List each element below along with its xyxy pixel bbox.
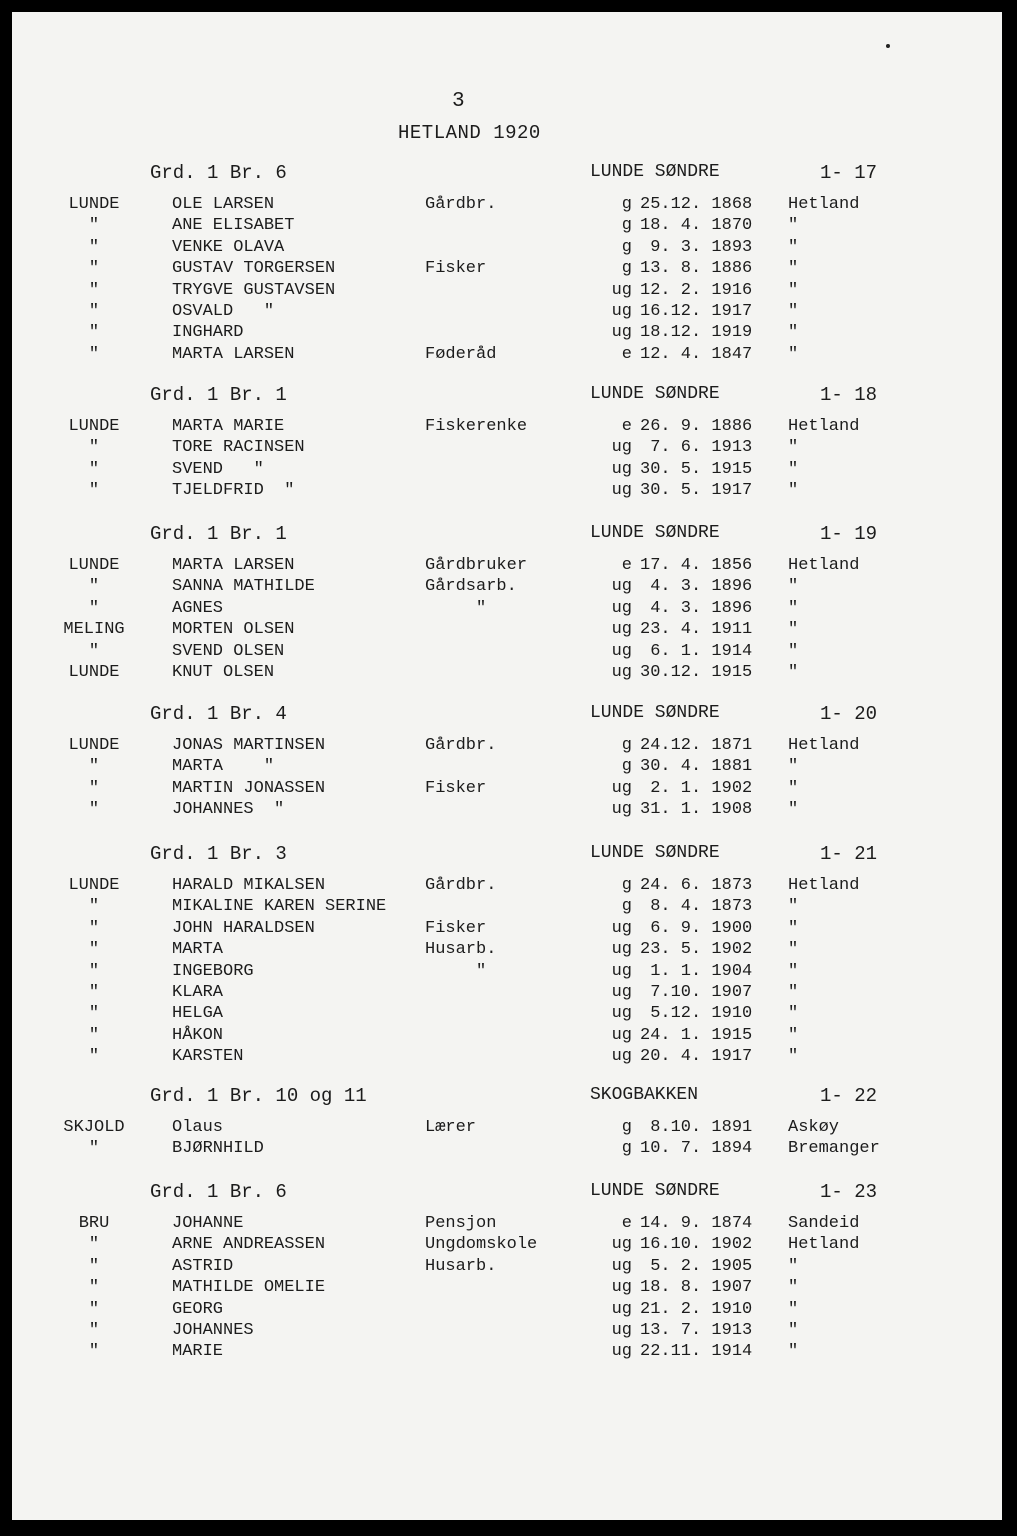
name-cell: HELGA (172, 1004, 224, 1024)
name-cell: MIKALINE KAREN SERINE (172, 897, 387, 917)
person-row (0, 662, 1017, 683)
birthplace-cell: " (788, 216, 799, 236)
person-row (0, 301, 1017, 322)
person-row (0, 982, 1017, 1003)
name-cell: SVEND OLSEN (172, 641, 285, 661)
marital-status-cell: ug (611, 918, 632, 938)
place-cell: " (88, 323, 100, 343)
name-cell: HÅKON (172, 1025, 224, 1045)
occupation-cell: Fisker (425, 259, 487, 279)
occupation-cell: Husarb. (425, 1256, 497, 1276)
marital-status-cell: ug (611, 778, 632, 798)
occupation-cell: Gårdsarb. (425, 577, 517, 597)
name-cell: VENKE OLAVA (172, 237, 285, 257)
place-cell: LUNDE (68, 736, 120, 755)
birthplace-cell: Askøy (788, 1118, 840, 1137)
occupation-cell: Føderåd (425, 344, 497, 364)
birthplace-cell: " (788, 757, 799, 777)
section-household-number: 1- 23 (820, 1181, 878, 1203)
birth-date-cell: 18. 8. 1907 (640, 1278, 753, 1298)
marital-status-cell: ug (611, 641, 632, 661)
name-cell: INGEBORG (172, 961, 254, 981)
place-cell: " (88, 598, 100, 618)
birthplace-cell: " (788, 918, 799, 938)
birthplace-cell: " (788, 800, 799, 820)
marital-status-cell: ug (611, 438, 632, 458)
person-row (0, 1234, 1017, 1255)
person-row (0, 1003, 1017, 1024)
marital-status-cell: ug (611, 577, 632, 597)
birth-date-cell: 4. 3. 1896 (640, 577, 753, 597)
section-household-number: 1- 22 (820, 1085, 878, 1107)
person-row (0, 598, 1017, 619)
place-cell: " (88, 1320, 100, 1340)
place-cell: " (88, 1342, 100, 1362)
person-row (0, 1277, 1017, 1298)
occupation-cell: " (425, 961, 487, 981)
section-property-ref: Grd. 1 Br. 10 og 11 (150, 1085, 367, 1107)
birthplace-cell: " (788, 961, 799, 981)
marital-status-cell: g (621, 259, 632, 279)
birthplace-cell: " (788, 1299, 799, 1319)
birth-date-cell: 12. 4. 1847 (640, 344, 753, 364)
birthplace-cell: " (788, 598, 799, 618)
marital-status-cell: g (621, 237, 632, 257)
birthplace-cell: " (788, 323, 799, 343)
birthplace-cell: Hetland (788, 556, 860, 575)
birth-date-cell: 14. 9. 1874 (640, 1214, 753, 1233)
name-cell: GUSTAV TORGERSEN (172, 259, 336, 279)
person-row (0, 961, 1017, 982)
marital-status-cell: ug (611, 1004, 632, 1024)
person-row (0, 875, 1017, 896)
name-cell: ANE ELISABET (172, 216, 295, 236)
birth-date-cell: 18.12. 1919 (640, 323, 753, 343)
marital-status-cell: ug (611, 1235, 632, 1255)
birthplace-cell: " (788, 1047, 799, 1067)
marital-status-cell: e (621, 417, 632, 436)
place-cell: " (88, 1047, 100, 1067)
person-list (0, 555, 1017, 683)
section-property-ref: Grd. 1 Br. 4 (150, 703, 287, 725)
person-row (0, 1213, 1017, 1234)
person-row (0, 1256, 1017, 1277)
speck-mark (886, 44, 890, 48)
occupation-cell: Pensjon (425, 1214, 497, 1233)
occupation-cell: Husarb. (425, 940, 497, 960)
person-row (0, 1046, 1017, 1067)
place-cell: " (88, 641, 100, 661)
section-farm-name: LUNDE SØNDRE (590, 1181, 720, 1201)
page-title: HETLAND 1920 (398, 122, 541, 144)
birth-date-cell: 1. 1. 1904 (640, 961, 753, 981)
birthplace-cell: " (788, 662, 799, 682)
name-cell: MATHILDE OMELIE (172, 1278, 326, 1298)
marital-status-cell: ug (611, 598, 632, 618)
name-cell: ASTRID (172, 1256, 234, 1276)
place-cell: " (88, 301, 100, 321)
birth-date-cell: 13. 7. 1913 (640, 1320, 753, 1340)
birthplace-cell: Hetland (788, 1235, 860, 1255)
person-list (0, 875, 1017, 1068)
birth-date-cell: 7. 6. 1913 (640, 438, 753, 458)
place-cell: " (88, 280, 100, 300)
birth-date-cell: 24. 1. 1915 (640, 1025, 753, 1045)
section-household-number: 1- 19 (820, 523, 878, 545)
marital-status-cell: ug (611, 1299, 632, 1319)
marital-status-cell: ug (611, 1047, 632, 1067)
name-cell: TRYGVE GUSTAVSEN (172, 280, 336, 300)
birth-date-cell: 4. 3. 1896 (640, 598, 753, 618)
birthplace-cell: " (788, 259, 799, 279)
marital-status-cell: g (621, 736, 632, 755)
section-property-ref: Grd. 1 Br. 1 (150, 523, 287, 545)
birthplace-cell: Hetland (788, 876, 860, 895)
person-row (0, 1025, 1017, 1046)
marital-status-cell: g (621, 216, 632, 236)
birthplace-cell: " (788, 1342, 799, 1362)
section-household-number: 1- 17 (820, 162, 878, 184)
place-cell: " (88, 1025, 100, 1045)
name-cell: KNUT OLSEN (172, 662, 275, 682)
occupation-cell: " (425, 598, 487, 618)
name-cell: TORE RACINSEN (172, 438, 305, 458)
name-cell: TJELDFRID " (172, 481, 295, 501)
person-row (0, 1117, 1017, 1138)
person-row (0, 918, 1017, 939)
marital-status-cell: ug (611, 280, 632, 300)
birth-date-cell: 5. 2. 1905 (640, 1256, 753, 1276)
place-cell: " (88, 438, 100, 458)
place-cell: " (88, 778, 100, 798)
person-row (0, 194, 1017, 215)
place-cell: " (88, 1278, 100, 1298)
birth-date-cell: 2. 1. 1902 (640, 778, 753, 798)
birth-date-cell: 9. 3. 1893 (640, 237, 753, 257)
name-cell: MARTA LARSEN (172, 344, 295, 364)
person-row (0, 215, 1017, 236)
place-cell: " (88, 237, 100, 257)
birthplace-cell: " (788, 301, 799, 321)
birth-date-cell: 13. 8. 1886 (640, 259, 753, 279)
birth-date-cell: 8. 4. 1873 (640, 897, 753, 917)
person-row (0, 735, 1017, 756)
birthplace-cell: " (788, 897, 799, 917)
birthplace-cell: " (788, 641, 799, 661)
birthplace-cell: Hetland (788, 417, 860, 436)
person-row (0, 939, 1017, 960)
person-row (0, 237, 1017, 258)
birth-date-cell: 22.11. 1914 (640, 1342, 753, 1362)
name-cell: HARALD MIKALSEN (172, 876, 326, 895)
person-row (0, 280, 1017, 301)
birth-date-cell: 6. 1. 1914 (640, 641, 753, 661)
birthplace-cell: " (788, 1004, 799, 1024)
birth-date-cell: 30. 4. 1881 (640, 757, 753, 777)
section-property-ref: Grd. 1 Br. 6 (150, 162, 287, 184)
section-household-number: 1- 18 (820, 384, 878, 406)
section-farm-name: LUNDE SØNDRE (590, 384, 720, 404)
person-list (0, 416, 1017, 502)
place-cell: " (88, 1299, 100, 1319)
place-cell: " (88, 577, 100, 597)
section-farm-name: LUNDE SØNDRE (590, 523, 720, 543)
marital-status-cell: ug (611, 662, 632, 682)
birthplace-cell: " (788, 577, 799, 597)
person-row (0, 1138, 1017, 1159)
person-list (0, 735, 1017, 821)
birthplace-cell: Bremanger (788, 1139, 880, 1159)
birth-date-cell: 30. 5. 1915 (640, 459, 753, 479)
name-cell: MARTA MARIE (172, 417, 285, 436)
marital-status-cell: e (621, 556, 632, 575)
name-cell: SANNA MATHILDE (172, 577, 315, 597)
birthplace-cell: " (788, 459, 799, 479)
birthplace-cell: " (788, 237, 799, 257)
place-cell: " (88, 216, 100, 236)
section-property-ref: Grd. 1 Br. 1 (150, 384, 287, 406)
section-farm-name: SKOGBAKKEN (590, 1085, 699, 1105)
place-cell: " (88, 481, 100, 501)
place-cell: " (88, 459, 100, 479)
birthplace-cell: " (788, 1320, 799, 1340)
birth-date-cell: 31. 1. 1908 (640, 800, 753, 820)
name-cell: OLE LARSEN (172, 195, 275, 214)
name-cell: MARTA LARSEN (172, 556, 295, 575)
person-row (0, 555, 1017, 576)
birth-date-cell: 7.10. 1907 (640, 982, 753, 1002)
person-row (0, 437, 1017, 458)
place-cell: LUNDE (68, 876, 120, 895)
name-cell: JOHANNES (172, 1320, 254, 1340)
page-number: 3 (452, 90, 465, 113)
name-cell: MARTA " (172, 757, 275, 777)
place-cell: " (88, 1256, 100, 1276)
birth-date-cell: 30. 5. 1917 (640, 481, 753, 501)
person-row (0, 778, 1017, 799)
name-cell: JOHANNE (172, 1214, 244, 1233)
marital-status-cell: ug (611, 481, 632, 501)
place-cell: " (88, 961, 100, 981)
person-row (0, 1341, 1017, 1362)
name-cell: MARIE (172, 1342, 224, 1362)
place-cell: " (88, 897, 100, 917)
birthplace-cell: Hetland (788, 736, 860, 755)
marital-status-cell: ug (611, 459, 632, 479)
occupation-cell: Fiskerenke (425, 417, 528, 436)
birthplace-cell: " (788, 778, 799, 798)
birthplace-cell: Hetland (788, 195, 860, 214)
birth-date-cell: 18. 4. 1870 (640, 216, 753, 236)
name-cell: MARTIN JONASSEN (172, 778, 326, 798)
person-list (0, 1213, 1017, 1363)
birth-date-cell: 25.12. 1868 (640, 195, 753, 214)
person-list (0, 194, 1017, 365)
section-farm-name: LUNDE SØNDRE (590, 162, 720, 182)
marital-status-cell: ug (611, 1320, 632, 1340)
name-cell: ARNE ANDREASSEN (172, 1235, 326, 1255)
birthplace-cell: " (788, 620, 799, 640)
person-row (0, 1299, 1017, 1320)
occupation-cell: Gårdbr. (425, 736, 497, 755)
section-household-number: 1- 20 (820, 703, 878, 725)
name-cell: KLARA (172, 982, 224, 1002)
person-row (0, 258, 1017, 279)
birth-date-cell: 30.12. 1915 (640, 662, 753, 682)
marital-status-cell: g (621, 1139, 632, 1159)
birth-date-cell: 12. 2. 1916 (640, 280, 753, 300)
section-property-ref: Grd. 1 Br. 3 (150, 843, 287, 865)
section-property-ref: Grd. 1 Br. 6 (150, 1181, 287, 1203)
person-row (0, 756, 1017, 777)
occupation-cell: Fisker (425, 918, 487, 938)
place-cell: " (88, 259, 100, 279)
person-row (0, 799, 1017, 820)
place-cell: SKJOLD (63, 1118, 125, 1137)
marital-status-cell: ug (611, 1342, 632, 1362)
birthplace-cell: " (788, 481, 799, 501)
marital-status-cell: e (621, 344, 632, 364)
birth-date-cell: 10. 7. 1894 (640, 1139, 753, 1159)
birth-date-cell: 5.12. 1910 (640, 1004, 753, 1024)
marital-status-cell: ug (611, 1278, 632, 1298)
section-household-number: 1- 21 (820, 843, 878, 865)
birthplace-cell: " (788, 940, 799, 960)
birthplace-cell: " (788, 438, 799, 458)
marital-status-cell: ug (611, 1025, 632, 1045)
birthplace-cell: " (788, 1278, 799, 1298)
place-cell: LUNDE (68, 417, 120, 436)
person-row (0, 416, 1017, 437)
marital-status-cell: ug (611, 301, 632, 321)
birth-date-cell: 24.12. 1871 (640, 736, 753, 755)
marital-status-cell: g (621, 876, 632, 895)
name-cell: Olaus (172, 1118, 224, 1137)
section-farm-name: LUNDE SØNDRE (590, 843, 720, 863)
person-row (0, 344, 1017, 365)
marital-status-cell: g (621, 757, 632, 777)
occupation-cell: Lærer (425, 1118, 477, 1137)
place-cell: " (88, 757, 100, 777)
birth-date-cell: 6. 9. 1900 (640, 918, 753, 938)
marital-status-cell: ug (611, 1256, 632, 1276)
place-cell: " (88, 1139, 100, 1159)
place-cell: MELING (63, 620, 125, 640)
person-row (0, 619, 1017, 640)
place-cell: " (88, 982, 100, 1002)
marital-status-cell: ug (611, 982, 632, 1002)
marital-status-cell: ug (611, 961, 632, 981)
person-list (0, 1117, 1017, 1160)
person-row (0, 896, 1017, 917)
name-cell: SVEND " (172, 459, 264, 479)
name-cell: JOHN HARALDSEN (172, 918, 315, 938)
marital-status-cell: ug (611, 323, 632, 343)
person-row (0, 1320, 1017, 1341)
name-cell: AGNES (172, 598, 224, 618)
person-row (0, 480, 1017, 501)
name-cell: MARTA (172, 940, 224, 960)
name-cell: KARSTEN (172, 1047, 244, 1067)
place-cell: " (88, 1235, 100, 1255)
place-cell: BRU (78, 1214, 110, 1233)
name-cell: JOHANNES " (172, 800, 285, 820)
name-cell: OSVALD " (172, 301, 275, 321)
occupation-cell: Gårdbr. (425, 876, 497, 895)
birth-date-cell: 21. 2. 1910 (640, 1299, 753, 1319)
birthplace-cell: " (788, 280, 799, 300)
occupation-cell: Ungdomskole (425, 1235, 538, 1255)
place-cell: " (88, 344, 100, 364)
name-cell: MORTEN OLSEN (172, 620, 295, 640)
birth-date-cell: 26. 9. 1886 (640, 417, 753, 436)
place-cell: " (88, 800, 100, 820)
birth-date-cell: 20. 4. 1917 (640, 1047, 753, 1067)
person-row (0, 576, 1017, 597)
person-row (0, 641, 1017, 662)
occupation-cell: Gårdbruker (425, 556, 528, 575)
birthplace-cell: " (788, 982, 799, 1002)
birthplace-cell: " (788, 1256, 799, 1276)
birthplace-cell: Sandeid (788, 1214, 860, 1233)
birth-date-cell: 16.10. 1902 (640, 1235, 753, 1255)
name-cell: BJØRNHILD (172, 1139, 264, 1159)
place-cell: " (88, 940, 100, 960)
marital-status-cell: g (621, 1118, 632, 1137)
occupation-cell: Fisker (425, 778, 487, 798)
place-cell: " (88, 1004, 100, 1024)
birthplace-cell: " (788, 344, 799, 364)
name-cell: INGHARD (172, 323, 244, 343)
place-cell: " (88, 918, 100, 938)
marital-status-cell: ug (611, 620, 632, 640)
name-cell: JONAS MARTINSEN (172, 736, 326, 755)
birth-date-cell: 17. 4. 1856 (640, 556, 753, 575)
marital-status-cell: ug (611, 800, 632, 820)
birth-date-cell: 23. 5. 1902 (640, 940, 753, 960)
birth-date-cell: 16.12. 1917 (640, 301, 753, 321)
birth-date-cell: 24. 6. 1873 (640, 876, 753, 895)
section-farm-name: LUNDE SØNDRE (590, 703, 720, 723)
marital-status-cell: g (621, 195, 632, 214)
birthplace-cell: " (788, 1025, 799, 1045)
place-cell: LUNDE (68, 662, 120, 682)
name-cell: GEORG (172, 1299, 224, 1319)
person-row (0, 459, 1017, 480)
birth-date-cell: 23. 4. 1911 (640, 620, 753, 640)
marital-status-cell: ug (611, 940, 632, 960)
marital-status-cell: e (621, 1214, 632, 1233)
person-row (0, 322, 1017, 343)
place-cell: LUNDE (68, 556, 120, 575)
place-cell: LUNDE (68, 195, 120, 214)
occupation-cell: Gårdbr. (425, 195, 497, 214)
marital-status-cell: g (621, 897, 632, 917)
birth-date-cell: 8.10. 1891 (640, 1118, 753, 1137)
